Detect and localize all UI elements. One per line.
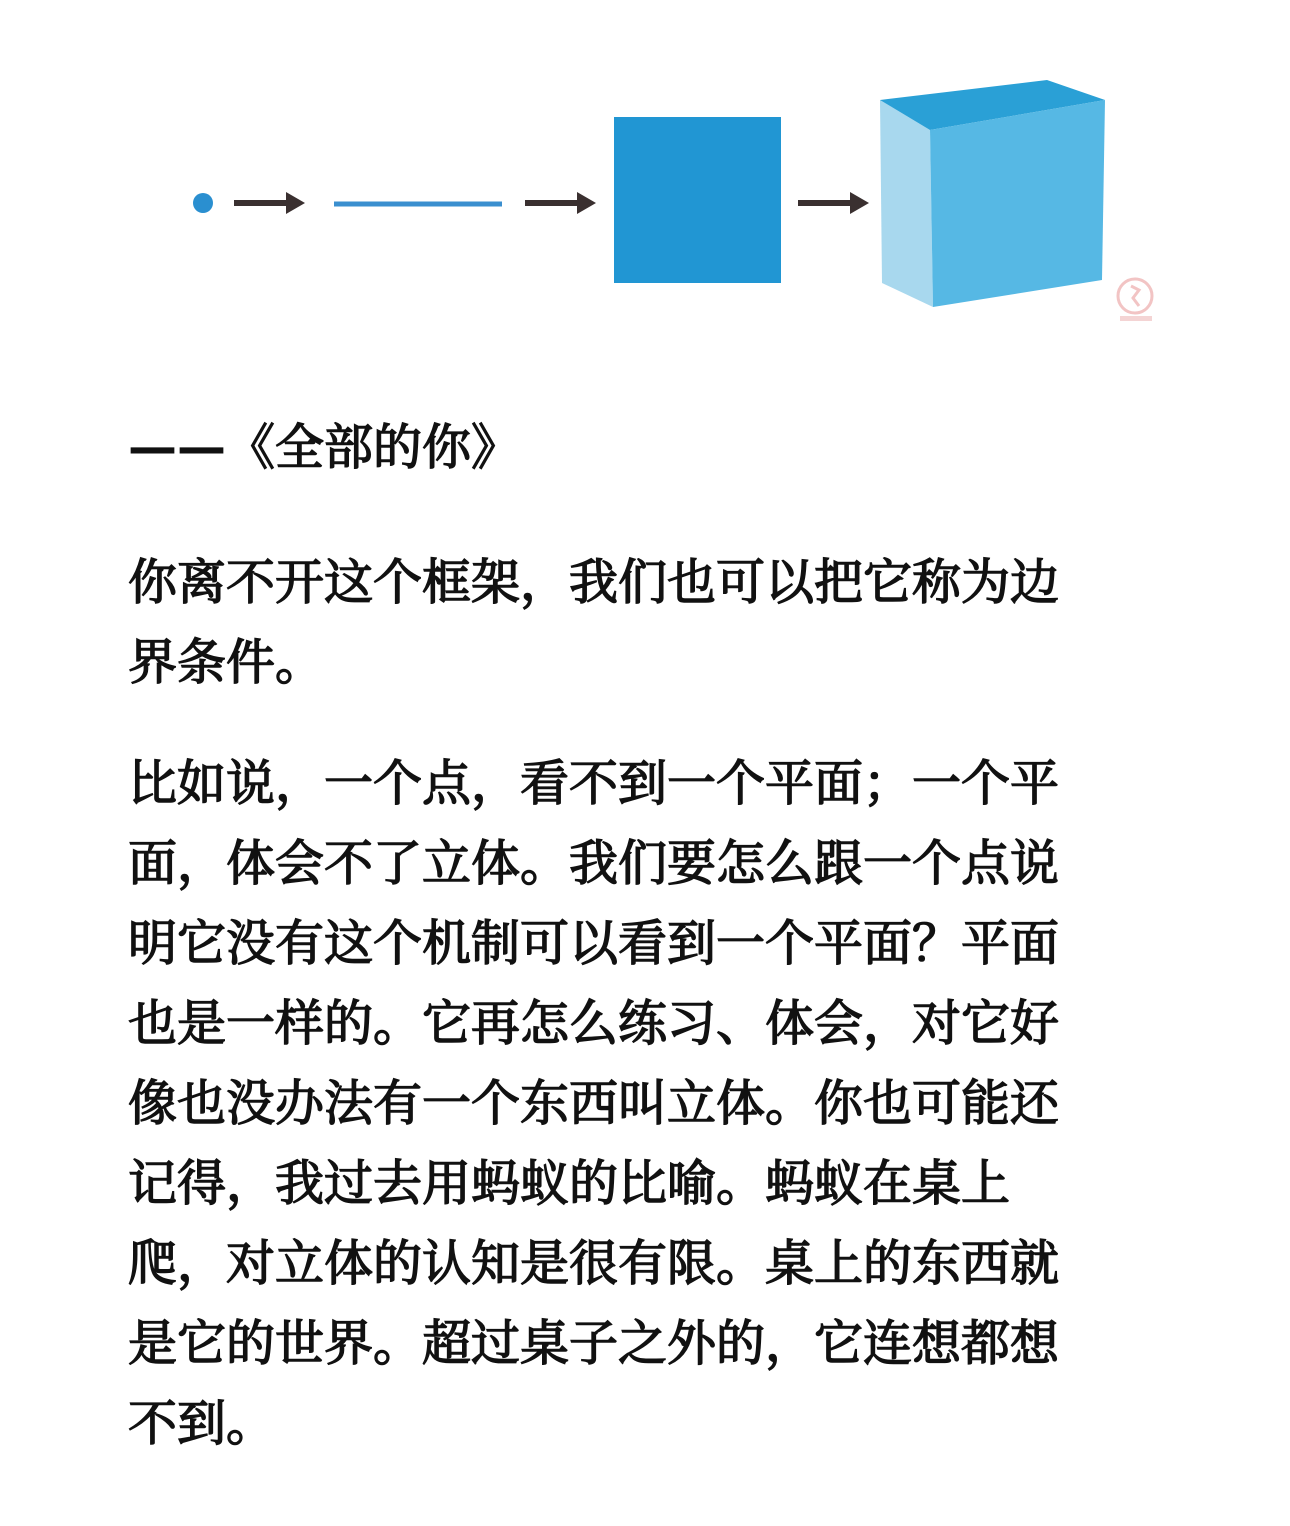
arrow-right-icon [234,192,305,214]
paragraph-line: 界条件。 [128,634,325,691]
paragraph-1 [128,543,1168,703]
dot-icon [193,193,213,213]
source-title-text: ——《全部的你》 [128,419,521,476]
paragraph-line: 比如说，一个点，看不到一个平面；一个平 [128,755,1060,812]
source-title [128,408,1168,488]
paragraph-line: 爬，对立体的认知是很有限。桌上的东西就 [128,1235,1060,1292]
paragraph-2 [128,744,1168,1464]
cube-shape [880,80,1105,307]
paragraph-line: 是它的世界。超过桌子之外的，它连想都想 [128,1315,1060,1372]
watermark-seal-icon [1118,279,1152,321]
paragraph-line: 像也没办法有一个东西叫立体。你也可能还 [128,1075,1060,1132]
paragraph-line: 也是一样的。它再怎么练习、体会，对它好 [128,995,1060,1052]
dimension-diagram [0,0,1290,360]
paragraph-line: 不到。 [128,1395,276,1452]
square-shape [614,117,781,283]
paragraph-line: 面，体会不了立体。我们要怎么跟一个点说 [128,835,1060,892]
paragraph-line: 记得，我过去用蚂蚁的比喻。蚂蚁在桌上 [128,1155,1011,1212]
arrow-right-icon [798,192,869,214]
arrow-right-icon [525,192,596,214]
paragraph-line: 明它没有这个机制可以看到一个平面？平面 [128,915,1060,972]
paragraph-line: 你离不开这个框架，我们也可以把它称为边 [128,554,1060,611]
